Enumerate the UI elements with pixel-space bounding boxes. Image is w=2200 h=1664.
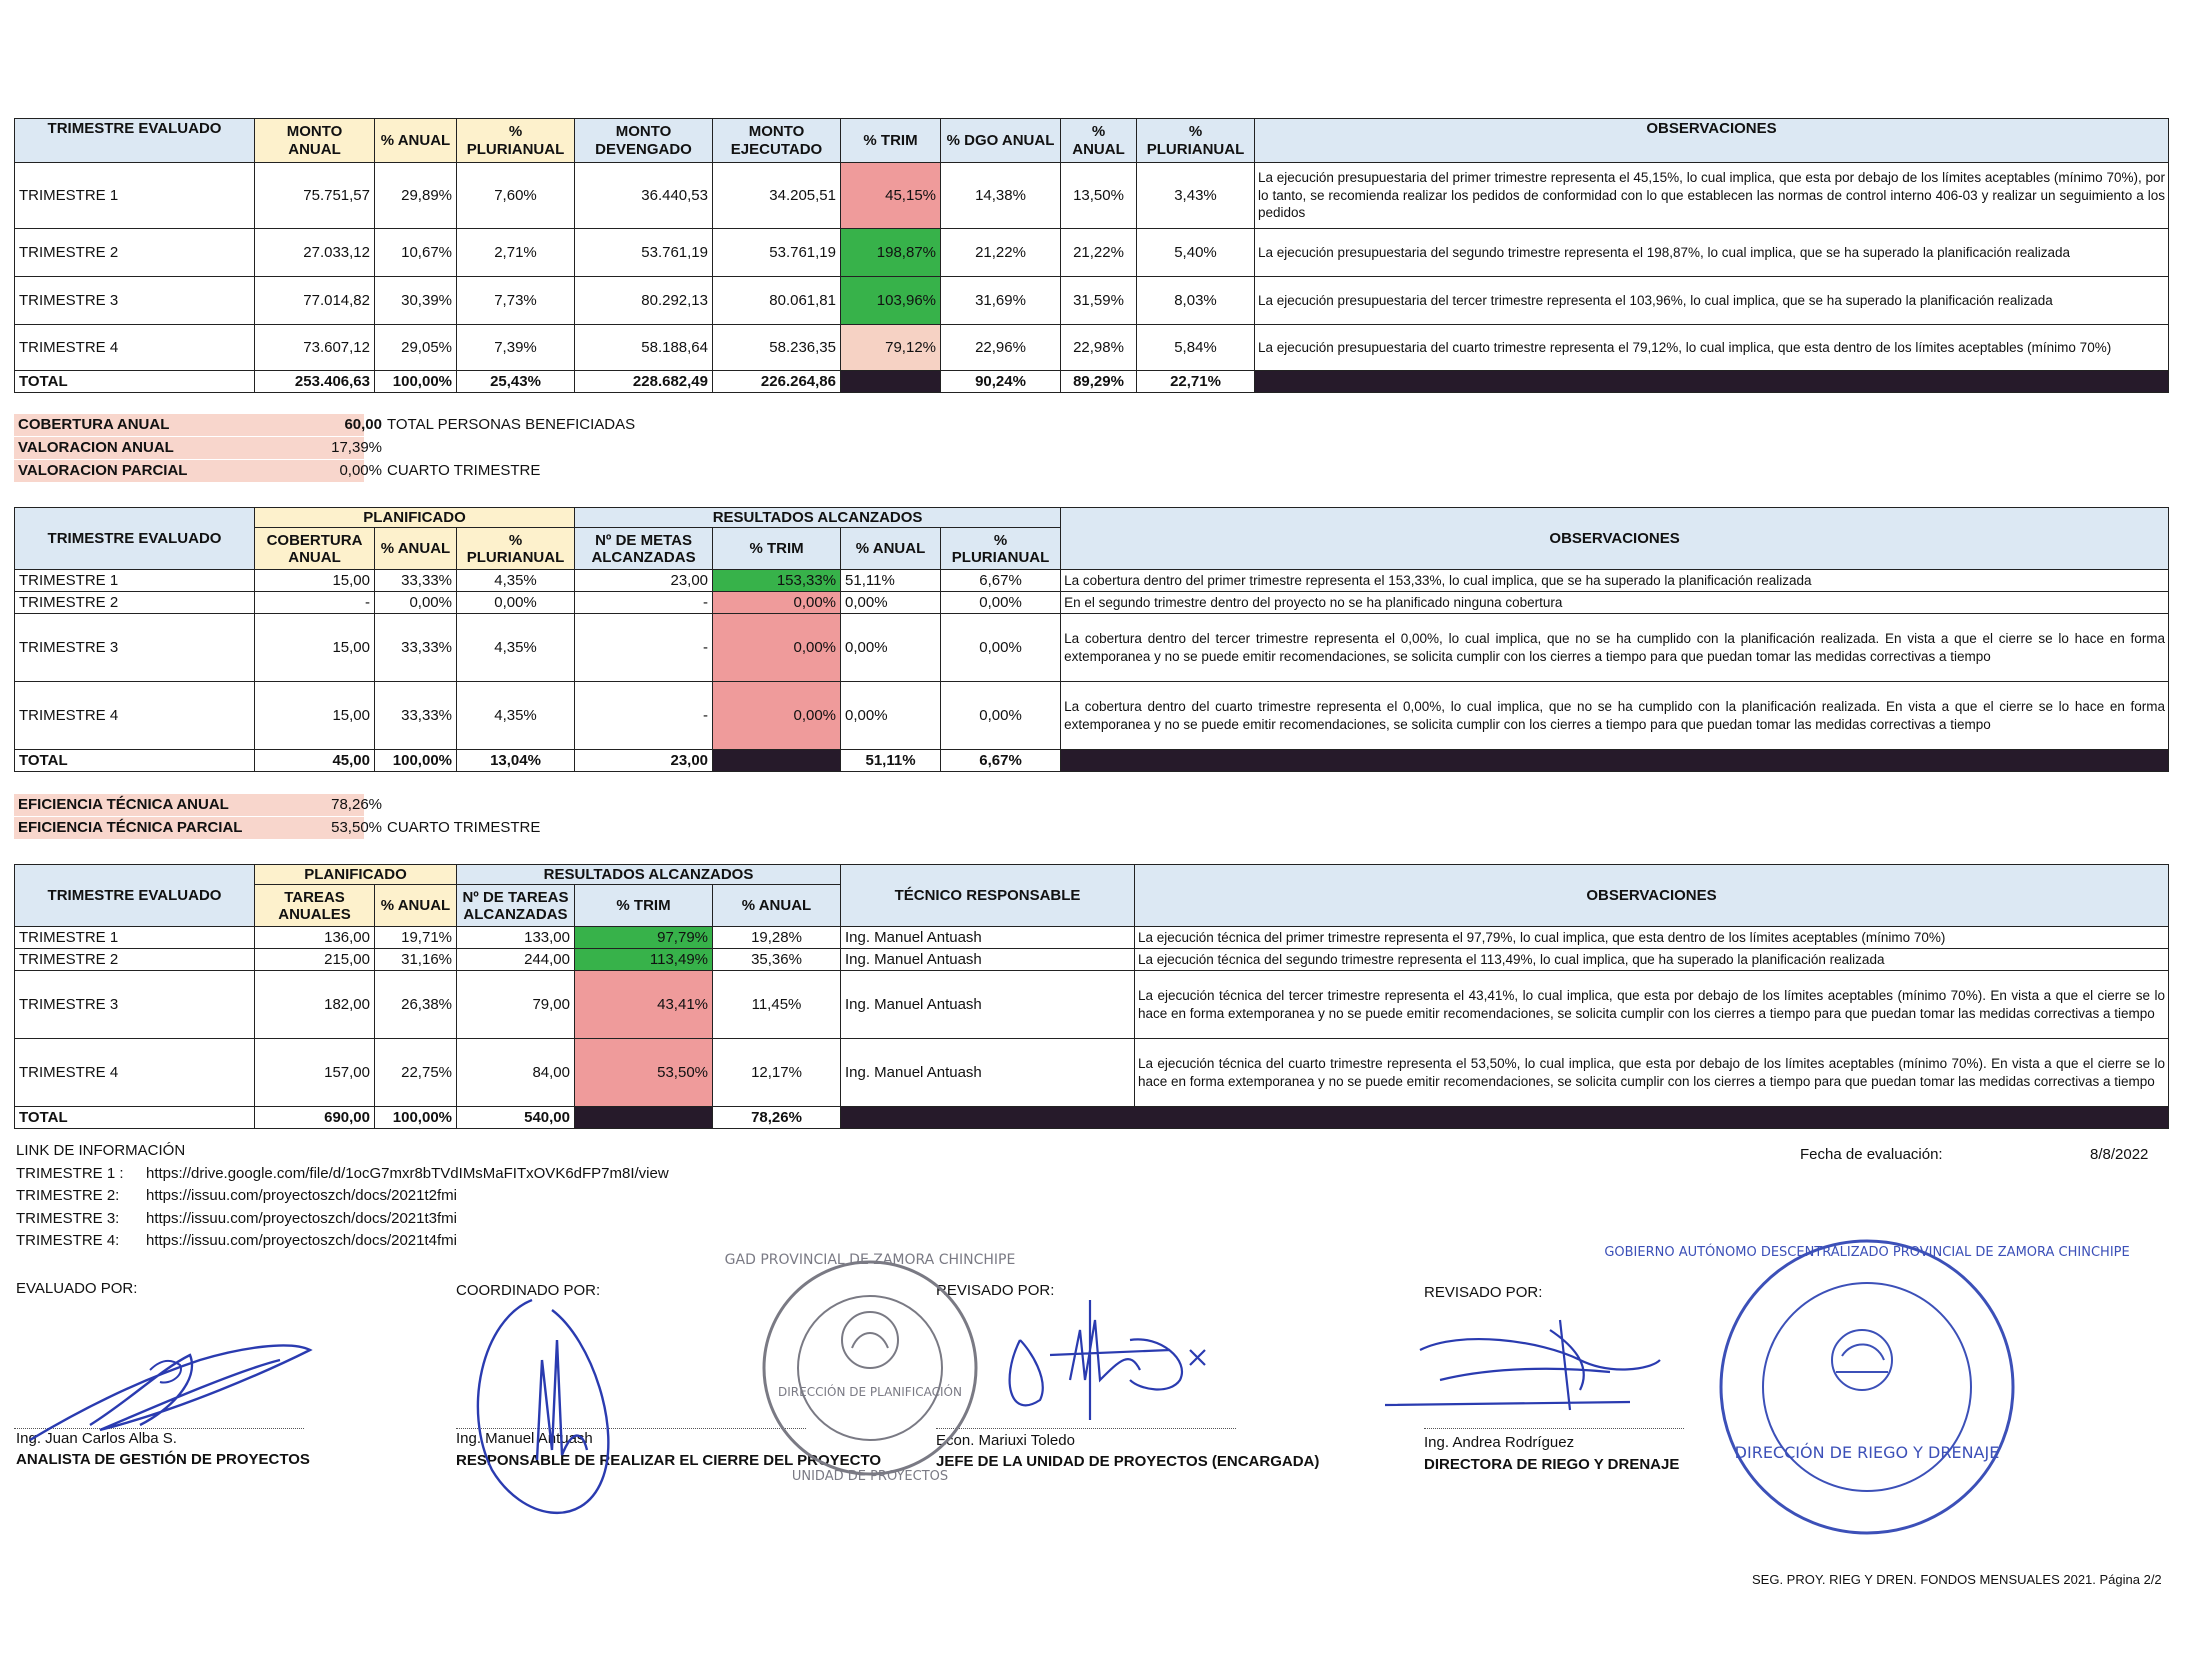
cell-observacion: La ejecución presupuestaria del cuarto trimestre representa el 79,12%, lo cual implica, que esta dentro de los límites aceptables (mínimo 70%) [1255,325,2169,371]
cell-pct-anual: 29,89% [375,163,457,229]
cell-tecnico: Ing. Manuel Antuash [841,949,1135,971]
cell-pct-anual: 10,67% [375,229,457,277]
header-monto-anual: MONTO ANUAL [255,119,375,163]
cell-observacion: La ejecución técnica del cuarto trimestre representa el 53,50%, lo cual implica, que esta por debajo de los límites aceptables (mínimo 70%). En vista a que el cierre se lo hace en forma extemporanea y no se puede emitir recomendaciones, se solicita cumplir con los cierres a tiempo para que puedan tomar las medidas correctivas a tiempo [1135,1039,2169,1107]
summary-label: EFICIENCIA TÉCNICA ANUAL [14,794,364,816]
header-pct-plurianual-2: % PLURIANUAL [941,528,1061,570]
signatory-role: DIRECTORA DE RIEGO Y DRENAJE [1424,1456,1680,1473]
cell-pct-anual: 22,75% [375,1039,457,1107]
page-footer: SEG. PROY. RIEG Y DREN. FONDOS MENSUALES 2021. Página 2/2 [1752,1572,2162,1587]
cell-pct-plurianual: 7,73% [457,277,575,325]
header-pct-anual: % ANUAL [375,885,457,927]
cell-monto-anual: 27.033,12 [255,229,375,277]
cell-pct-plurianual: 2,71% [457,229,575,277]
row-label: TRIMESTRE 2 [15,592,255,614]
cell-alcanzadas: 133,00 [457,927,575,949]
table-row [15,277,2169,325]
cell-devengado: 36.440,53 [575,163,713,229]
total-label: TOTAL [15,750,255,772]
summary-label: EFICIENCIA TÉCNICA PARCIAL [14,817,364,839]
header-pct-trim: % TRIM [575,885,713,927]
cell-tecnico: Ing. Manuel Antuash [841,1039,1135,1107]
cell-pct-plurianual-2: 0,00% [941,682,1061,750]
table-row [15,614,2169,682]
cell-cobertura: 15,00 [255,570,375,592]
link-label: TRIMESTRE 3: [16,1209,120,1227]
cell-observacion: La cobertura dentro del cuarto trimestre representa el 0,00%, lo cual implica, que no se ha cumplido con la planificación realizada. En vista a que el cierre se lo hace en forma extemporanea y no se puede emitir recomendaciones, se solicita cumplir con los cierres a tiempo para que puedan tomar las medidas correctivas a tiempo [1061,682,2169,750]
row-label: TRIMESTRE 1 [15,570,255,592]
cell-cobertura: 15,00 [255,682,375,750]
header-trimestre-evaluado: TRIMESTRE EVALUADO [15,508,255,570]
total-pct-plurianual: 25,43% [457,371,575,393]
total-pct-anual-2: 78,26% [713,1107,841,1129]
stamp-ring-text: GAD PROVINCIAL DE ZAMORA CHINCHIPE [724,1252,1016,1268]
signatory-name: Ing. Andrea Rodríguez [1424,1434,1575,1451]
total-observacion-blank [1255,371,2169,393]
header-pct-dgo-anual: % DGO ANUAL [941,119,1061,163]
table-row [15,1039,2169,1107]
cell-pct-anual-2: 0,00% [841,682,941,750]
cell-pct-anual: 33,33% [375,682,457,750]
link-url[interactable]: https://issuu.com/proyectoszch/docs/2021t3fmi [146,1209,457,1227]
cell-metas: - [575,682,713,750]
link-url[interactable]: https://drive.google.com/file/d/1ocG7mxr8bTVdIMsMaFITxOVK6dFP7m8I/view [146,1164,669,1182]
header-pct-anual: % ANUAL [375,528,457,570]
total-pct-anual-2: 89,29% [1061,371,1137,393]
cell-pct-plurianual: 7,39% [457,325,575,371]
information-links [16,1140,669,1253]
summary-row [14,414,714,436]
cell-pct-plurianual: 4,35% [457,570,575,592]
total-observacion-blank [1061,750,2169,772]
link-url[interactable]: https://issuu.com/proyectoszch/docs/2021t2fmi [146,1187,457,1204]
header-pct-trim: % TRIM [713,528,841,570]
cell-pct-anual-2: 31,59% [1061,277,1137,325]
row-label: TRIMESTRE 2 [15,949,255,971]
signatory-role: ANALISTA DE GESTIÓN DE PROYECTOS [16,1451,310,1468]
budget-execution-table [14,118,2169,393]
header-observaciones: OBSERVACIONES [1135,865,2169,927]
row-label: TRIMESTRE 3 [15,614,255,682]
signature-heading: REVISADO POR: [1424,1284,1543,1301]
link-row [16,1185,669,1208]
table-total-row [15,750,2169,772]
evaluation-date-label: Fecha de evaluación: [1800,1146,1943,1163]
cell-observacion: La ejecución presupuestaria del segundo trimestre representa el 198,87%, lo cual implica, que se ha superado la planificación realizada [1255,229,2169,277]
header-pct-anual-2: % ANUAL [841,528,941,570]
cell-dgo-anual: 21,22% [941,229,1061,277]
cell-observacion: La ejecución técnica del primer trimestre representa el 97,79%, lo cual implica, que esta dentro de los límites aceptables (mínimo 70%) [1135,927,2169,949]
total-label: TOTAL [15,371,255,393]
total-pct-anual: 100,00% [375,750,457,772]
cell-pct-anual-2: 0,00% [841,614,941,682]
table-row [15,927,2169,949]
header-observaciones: OBSERVACIONES [1061,508,2169,570]
cell-pct-plurianual: 4,35% [457,614,575,682]
summary-value: 17,39% [331,439,382,456]
header-pct-anual-2: % ANUAL [713,885,841,927]
cell-pct-anual: 26,38% [375,971,457,1039]
irrigation-direction-stamp [1604,1236,2130,1538]
total-metas: 23,00 [575,750,713,772]
cell-tecnico: Ing. Manuel Antuash [841,927,1135,949]
summary-row [14,817,714,839]
cell-pct-anual: 30,39% [375,277,457,325]
cell-metas: 23,00 [575,570,713,592]
evaluation-date: 8/8/2022 [2090,1146,2149,1163]
row-label: TRIMESTRE 4 [15,325,255,371]
table-row [15,592,2169,614]
cell-dgo-anual: 22,96% [941,325,1061,371]
total-pct-trim-blank [575,1107,713,1129]
coverage-table [14,507,2169,772]
cell-pct-plurianual: 4,35% [457,682,575,750]
summary-value: 53,50% [331,819,382,836]
cell-pct-trim: 97,79% [575,927,713,949]
summary-label: VALORACION ANUAL [14,437,364,459]
header-tareas-alcanzadas: Nº DE TAREAS ALCANZADAS [457,885,575,927]
cell-ejecutado: 58.236,35 [713,325,841,371]
cell-observacion: En el segundo trimestre dentro del proyecto no se ha planificado ninguna cobertura [1061,592,2169,614]
total-pct-anual-2: 51,11% [841,750,941,772]
cell-observacion: La ejecución presupuestaria del tercer trimestre representa el 103,96%, lo cual implica, que se ha superado la planificación realizada [1255,277,2169,325]
coverage-summary [14,414,714,484]
table-row [15,229,2169,277]
total-pct-plurianual-2: 22,71% [1137,371,1255,393]
header-tareas-anuales: TAREAS ANUALES [255,885,375,927]
table-total-row [15,1107,2169,1129]
cell-pct-anual-2: 13,50% [1061,163,1137,229]
efficiency-summary [14,794,714,840]
header-pct-plurianual: % PLURIANUAL [457,119,575,163]
table-total-row [15,371,2169,393]
links-title: LINK DE INFORMACIÓN [16,1142,186,1159]
cell-pct-anual: 33,33% [375,570,457,592]
summary-row [14,794,714,816]
header-cobertura-anual: COBERTURA ANUAL [255,528,375,570]
total-dgo-anual: 90,24% [941,371,1061,393]
total-devengado: 228.682,49 [575,371,713,393]
group-header-resultados: RESULTADOS ALCANZADOS [575,508,1061,528]
total-label: TOTAL [15,1107,255,1129]
header-monto-devengado: MONTO DEVENGADO [575,119,713,163]
total-pct-plurianual-2: 6,67% [941,750,1061,772]
header-trimestre-evaluado: TRIMESTRE EVALUADO [15,119,255,163]
summary-value: 0,00% [339,462,382,479]
table-row [15,682,2169,750]
cell-tareas: 182,00 [255,971,375,1039]
header-pct-trim: % TRIM [841,119,941,163]
summary-text: TOTAL PERSONAS BENEFICIADAS [387,416,636,433]
cell-ejecutado: 53.761,19 [713,229,841,277]
table-row [15,949,2169,971]
cell-observacion: La ejecución técnica del segundo trimestre representa el 113,49%, lo cual implica, que ha superado la planificación realizada [1135,949,2169,971]
summary-label: COBERTURA ANUAL [14,414,364,436]
row-label: TRIMESTRE 4 [15,1039,255,1107]
cell-alcanzadas: 244,00 [457,949,575,971]
total-pct-trim-blank [713,750,841,772]
table-row [15,570,2169,592]
total-monto-anual: 253.406,63 [255,371,375,393]
cell-observacion: La ejecución presupuestaria del primer trimestre representa el 45,15%, lo cual implica, que esta por debajo de los límites aceptables (mínimo 70%), por lo tanto, se recomienda realizar los pedidos de conformidad con lo que establecen las normas de control interno 406-03 y realizar un seguimiento a los pedidos [1255,163,2169,229]
cell-pct-trim: 43,41% [575,971,713,1039]
summary-text: CUARTO TRIMESTRE [387,462,541,479]
cell-alcanzadas: 84,00 [457,1039,575,1107]
header-pct-plurianual: % PLURIANUAL [457,528,575,570]
cell-dgo-anual: 31,69% [941,277,1061,325]
cell-dgo-anual: 14,38% [941,163,1061,229]
cell-observacion: La ejecución técnica del tercer trimestre representa el 43,41%, lo cual implica, que esta por debajo de los límites aceptables (mínimo 70%). En vista a que el cierre se lo hace en forma extemporanea y no se puede emitir recomendaciones, se solicita cumplir con los cierres a tiempo para que puedan tomar las medidas correctivas a tiempo [1135,971,2169,1039]
cell-metas: - [575,592,713,614]
link-label: TRIMESTRE 4: [16,1232,120,1249]
cell-pct-plurianual: 0,00% [457,592,575,614]
signature-scribble-2 [462,1280,642,1530]
table-row [15,325,2169,371]
cell-pct-anual-2: 51,11% [841,570,941,592]
cell-observacion: La cobertura dentro del tercer trimestre representa el 0,00%, lo cual implica, que no se ha cumplido con la planificación realizada. En vista a que el cierre se lo hace en forma extemporanea y no se puede emitir recomendaciones, se solicita cumplir con los cierres a tiempo para que puedan tomar las medidas correctivas a tiempo [1061,614,2169,682]
summary-row [14,437,714,459]
row-label: TRIMESTRE 4 [15,682,255,750]
header-metas-alcanzadas: Nº DE METAS ALCANZADAS [575,528,713,570]
cell-cobertura: - [255,592,375,614]
cell-pct-trim: 0,00% [713,682,841,750]
total-pct-anual: 100,00% [375,1107,457,1129]
row-label: TRIMESTRE 3 [15,971,255,1039]
cell-pct-trim: 103,96% [841,277,941,325]
cell-pct-anual-2: 12,17% [713,1039,841,1107]
signature-scribble-4 [1380,1310,1680,1420]
cell-pct-anual-2: 0,00% [841,592,941,614]
table-row [15,971,2169,1039]
signatory-name: Ing. Manuel Antuash [456,1430,593,1447]
header-pct-anual: % ANUAL [375,119,457,163]
link-row [16,1208,669,1231]
cell-pct-plurianual: 7,60% [457,163,575,229]
signatory-name: Ing. Juan Carlos Alba S. [16,1430,177,1447]
cell-tecnico: Ing. Manuel Antuash [841,971,1135,1039]
technical-efficiency-table [14,864,2169,1129]
row-label: TRIMESTRE 1 [15,927,255,949]
group-header-resultados: RESULTADOS ALCANZADOS [457,865,841,885]
total-alcanzadas: 540,00 [457,1107,575,1129]
cell-pct-plurianual-2: 6,67% [941,570,1061,592]
cell-monto-anual: 73.607,12 [255,325,375,371]
signature-heading: COORDINADO POR: [456,1282,601,1299]
cell-pct-anual: 33,33% [375,614,457,682]
summary-label: VALORACION PARCIAL [14,460,364,482]
cell-pct-plurianual-2: 0,00% [941,592,1061,614]
row-label: TRIMESTRE 1 [15,163,255,229]
cell-pct-anual-2: 21,22% [1061,229,1137,277]
cell-pct-anual: 19,71% [375,927,457,949]
cell-pct-anual-2: 35,36% [713,949,841,971]
cell-pct-anual-2: 19,28% [713,927,841,949]
link-label: TRIMESTRE 1 : [16,1164,124,1182]
total-pct-plurianual: 13,04% [457,750,575,772]
cell-pct-trim: 0,00% [713,614,841,682]
summary-value: 78,26% [331,796,382,813]
cell-ejecutado: 80.061,81 [713,277,841,325]
cell-monto-anual: 75.751,57 [255,163,375,229]
signatory-role: RESPONSABLE DE REALIZAR EL CIERRE DEL PROYECTO [456,1452,882,1469]
table-row [15,163,2169,229]
signatory-name: Econ. Mariuxi Toledo [936,1432,1075,1449]
stamp-center-text: DIRECCIÓN DE RIEGO Y DRENAJE [1734,1443,2000,1462]
cell-devengado: 80.292,13 [575,277,713,325]
signature-heading: EVALUADO POR: [16,1280,138,1297]
group-header-planificado: PLANIFICADO [255,508,575,528]
row-label: TRIMESTRE 2 [15,229,255,277]
cell-pct-anual-2: 11,45% [713,971,841,1039]
link-label: TRIMESTRE 2: [16,1187,120,1204]
stamp-center-text: DIRECCIÓN DE PLANIFICACIÓN [778,1385,962,1399]
signature-heading: REVISADO POR: [936,1282,1055,1299]
total-observacion-blank [841,1107,2169,1129]
header-pct-anual-2: % ANUAL [1061,119,1137,163]
cell-pct-plurianual-2: 0,00% [941,614,1061,682]
link-url[interactable]: https://issuu.com/proyectoszch/docs/2021t4fmi [146,1232,457,1249]
cell-metas: - [575,614,713,682]
cell-pct-trim: 113,49% [575,949,713,971]
cell-pct-trim: 0,00% [713,592,841,614]
stamp-bottom-text: UNIDAD DE PROYECTOS [791,1469,949,1484]
header-pct-plurianual-2: % PLURIANUAL [1137,119,1255,163]
cell-observacion: La cobertura dentro del primer trimestre representa el 153,33%, lo cual implica, que se ha superado la planificación realizada [1061,570,2169,592]
signatory-role: JEFE DE LA UNIDAD DE PROYECTOS (ENCARGADA) [936,1453,1320,1470]
header-observaciones: OBSERVACIONES [1255,119,2169,163]
cell-tareas: 215,00 [255,949,375,971]
cell-tareas: 157,00 [255,1039,375,1107]
cell-pct-anual-2: 22,98% [1061,325,1137,371]
cell-pct-anual: 31,16% [375,949,457,971]
total-pct-anual: 100,00% [375,371,457,393]
link-row [16,1230,669,1253]
cell-pct-plurianual-2: 8,03% [1137,277,1255,325]
cell-pct-trim: 198,87% [841,229,941,277]
cell-pct-anual: 29,05% [375,325,457,371]
header-trimestre-evaluado: TRIMESTRE EVALUADO [15,865,255,927]
cell-monto-anual: 77.014,82 [255,277,375,325]
cell-pct-anual: 0,00% [375,592,457,614]
cell-pct-trim: 79,12% [841,325,941,371]
total-cobertura: 45,00 [255,750,375,772]
cell-pct-plurianual-2: 5,84% [1137,325,1255,371]
cell-ejecutado: 34.205,51 [713,163,841,229]
row-label: TRIMESTRE 3 [15,277,255,325]
summary-value: 60,00 [344,416,382,433]
signature-line [1424,1428,1684,1429]
cell-pct-plurianual-2: 3,43% [1137,163,1255,229]
summary-row [14,460,714,482]
link-row [16,1163,669,1186]
cell-pct-trim: 53,50% [575,1039,713,1107]
cell-devengado: 58.188,64 [575,325,713,371]
group-header-planificado: PLANIFICADO [255,865,457,885]
cell-tareas: 136,00 [255,927,375,949]
header-tecnico-responsable: TÉCNICO RESPONSABLE [841,865,1135,927]
signature-scribble-1 [20,1330,320,1450]
signature-scribble-3 [990,1280,1220,1430]
cell-devengado: 53.761,19 [575,229,713,277]
stamp-ring-text: GOBIERNO AUTÓNOMO DESCENTRALIZADO PROVINCIAL DE ZAMORA CHINCHIPE [1604,1245,2130,1260]
total-tareas: 690,00 [255,1107,375,1129]
cell-cobertura: 15,00 [255,614,375,682]
cell-pct-trim: 45,15% [841,163,941,229]
cell-pct-trim: 153,33% [713,570,841,592]
cell-alcanzadas: 79,00 [457,971,575,1039]
header-monto-ejecutado: MONTO EJECUTADO [713,119,841,163]
summary-text: CUARTO TRIMESTRE [387,819,541,836]
total-ejecutado: 226.264,86 [713,371,841,393]
cell-pct-plurianual-2: 5,40% [1137,229,1255,277]
total-pct-trim-blank [841,371,941,393]
